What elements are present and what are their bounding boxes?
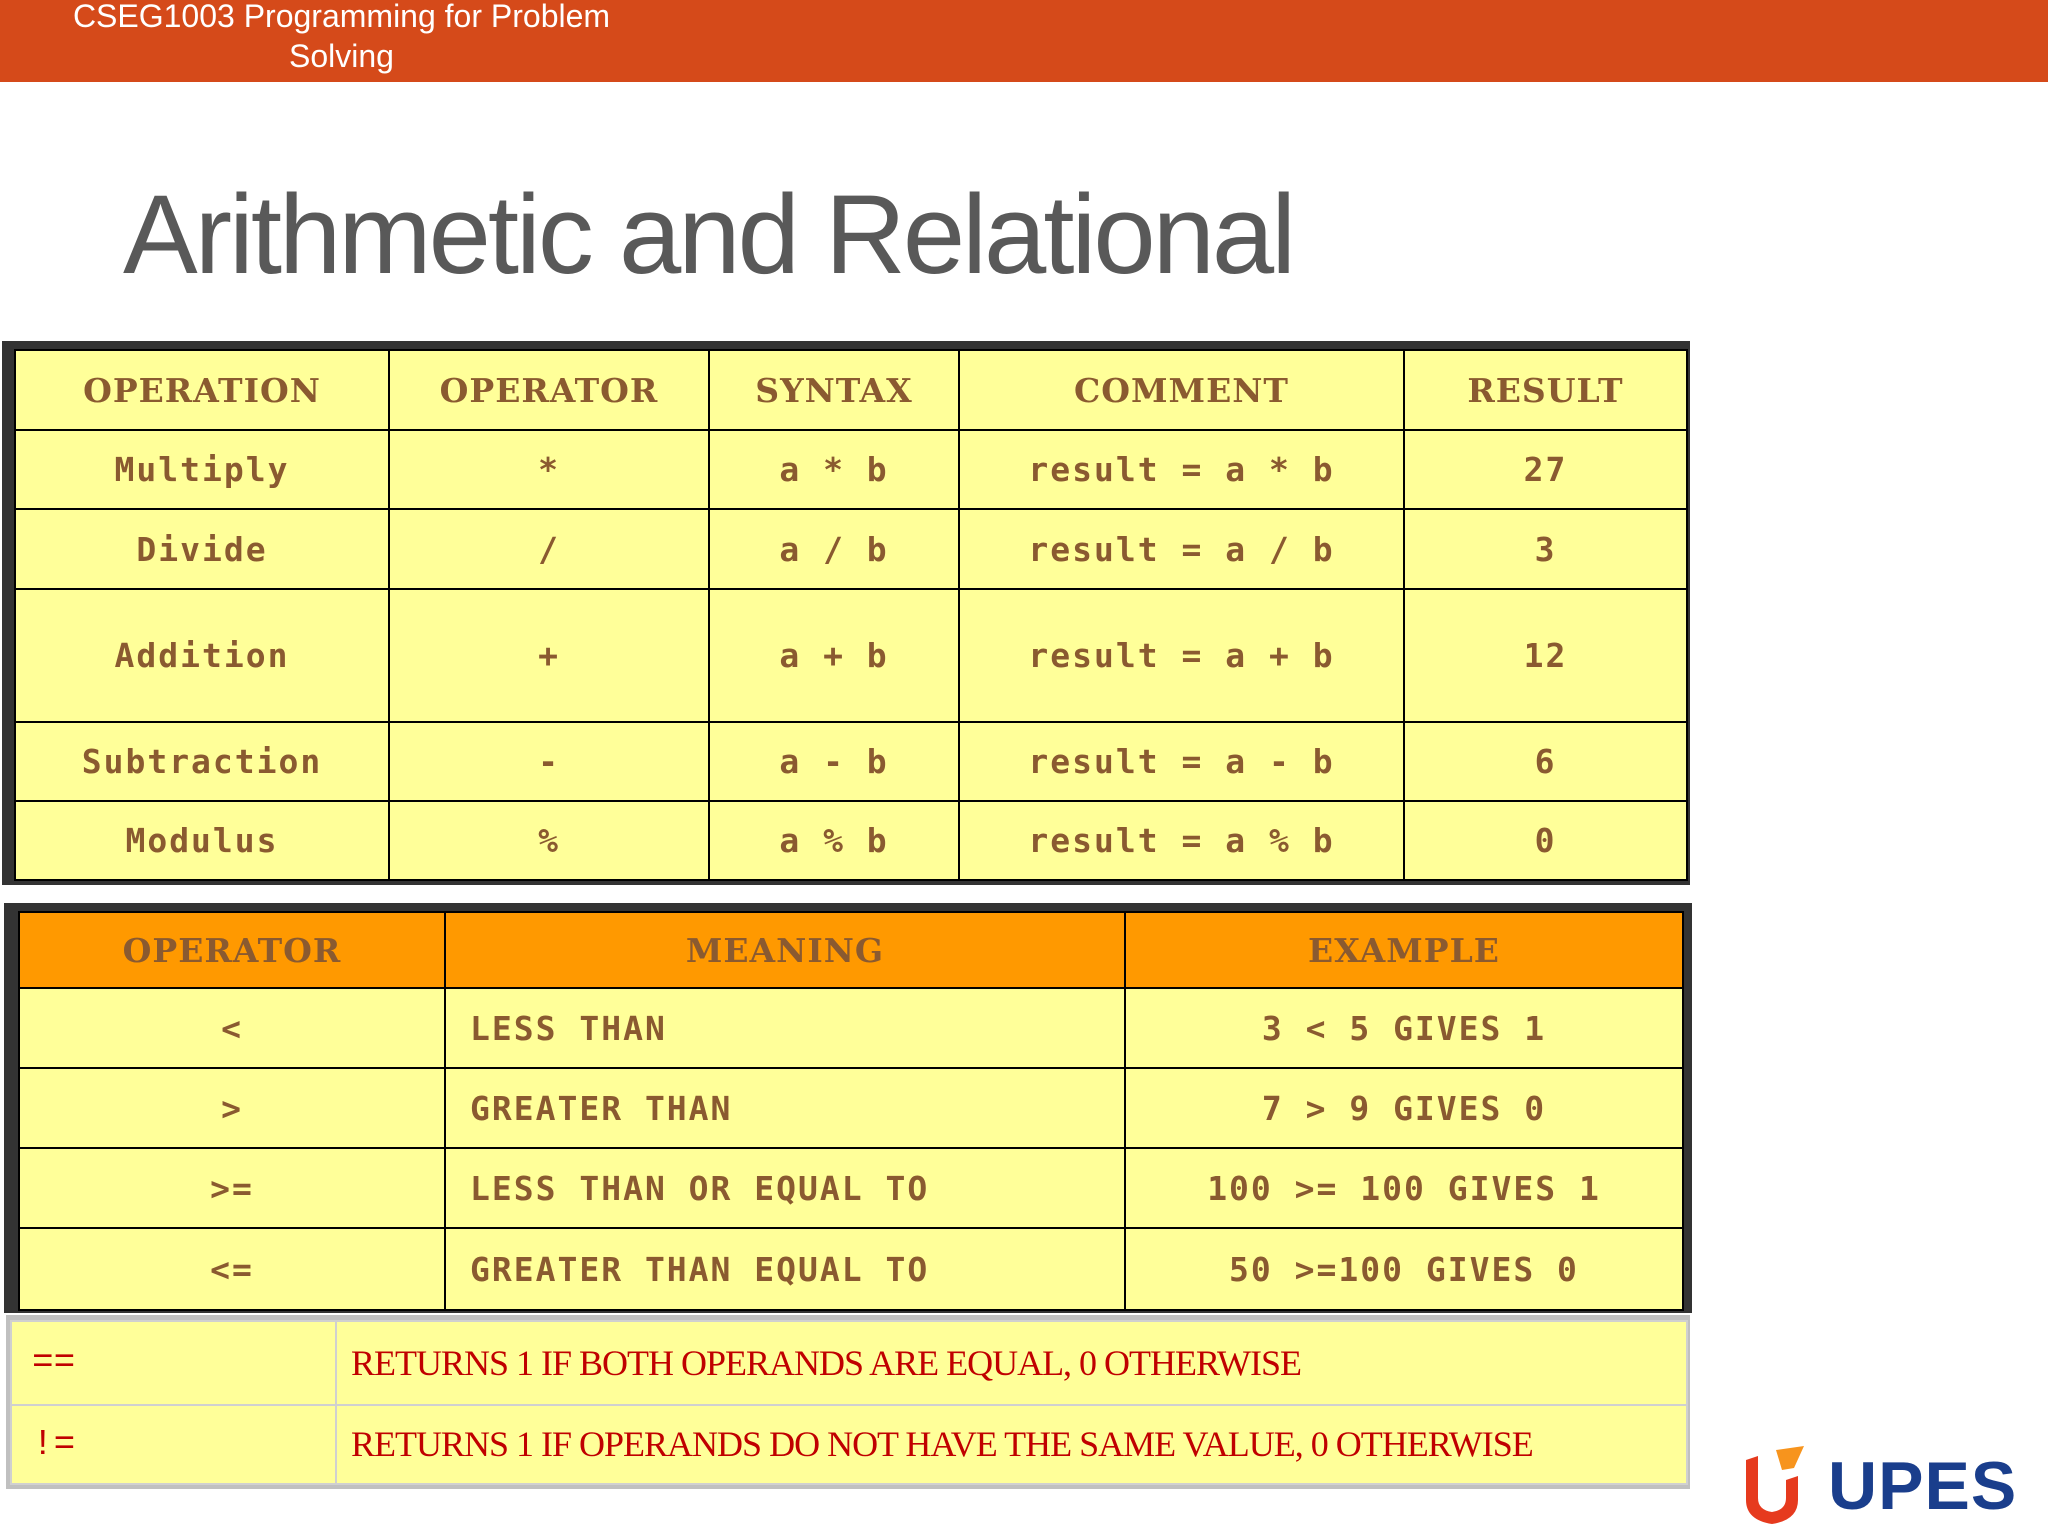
upes-logo-text: UPES — [1828, 1448, 2018, 1524]
cell-operation: Divide — [15, 509, 389, 589]
cell-syntax: a + b — [709, 589, 959, 722]
equality-operators-table — [10, 1320, 1688, 1485]
cell-meaning: GREATER THAN EQUAL TO — [445, 1228, 1125, 1310]
table-row — [15, 430, 1687, 509]
header-comment: COMMENT — [959, 350, 1404, 430]
arithmetic-operators-table — [14, 349, 1688, 881]
cell-description: RETURNS 1 IF OPERANDS DO NOT HAVE THE SAME VALUE, 0 OTHERWISE — [336, 1405, 1687, 1484]
cell-meaning: GREATER THAN — [445, 1068, 1125, 1148]
cell-result: 0 — [1404, 801, 1687, 880]
cell-operator: != — [11, 1405, 336, 1484]
cell-result: 3 — [1404, 509, 1687, 589]
cell-comment: result = a - b — [959, 722, 1404, 801]
header-meaning: MEANING — [445, 912, 1125, 988]
cell-operator: % — [389, 801, 709, 880]
cell-operation: Multiply — [15, 430, 389, 509]
cell-example: 3 < 5 GIVES 1 — [1125, 988, 1683, 1068]
cell-operator: == — [11, 1321, 336, 1405]
table-row — [19, 988, 1683, 1068]
slide-title: Arithmetic and Relational — [123, 172, 1294, 297]
table-row — [11, 1321, 1687, 1405]
cell-operator: <= — [19, 1228, 445, 1310]
cell-operator: + — [389, 589, 709, 722]
header-bar — [0, 0, 2048, 82]
cell-example: 100 >= 100 GIVES 1 — [1125, 1148, 1683, 1228]
header-result: RESULT — [1404, 350, 1687, 430]
cell-example: 7 > 9 GIVES 0 — [1125, 1068, 1683, 1148]
cell-operation: Subtraction — [15, 722, 389, 801]
relational-operators-table — [18, 911, 1684, 1311]
cell-comment: result = a % b — [959, 801, 1404, 880]
upes-logo — [1742, 1444, 2022, 1528]
table-row — [15, 722, 1687, 801]
arithmetic-table-frame — [2, 341, 1690, 885]
cell-operator: < — [19, 988, 445, 1068]
table-header-row — [15, 350, 1687, 430]
cell-result: 6 — [1404, 722, 1687, 801]
cell-operator: / — [389, 509, 709, 589]
table-row — [15, 509, 1687, 589]
cell-operator: - — [389, 722, 709, 801]
header-operator: OPERATOR — [389, 350, 709, 430]
cell-comment: result = a / b — [959, 509, 1404, 589]
cell-operation: Addition — [15, 589, 389, 722]
cell-operator: * — [389, 430, 709, 509]
cell-comment: result = a + b — [959, 589, 1404, 722]
table-row — [19, 1148, 1683, 1228]
equality-table-frame — [6, 1315, 1690, 1489]
table-row — [11, 1405, 1687, 1484]
relational-table-frame — [4, 903, 1692, 1313]
table-row — [19, 1068, 1683, 1148]
course-title: CSEG1003 Programming for Problem Solving — [72, 0, 611, 74]
cell-result: 12 — [1404, 589, 1687, 722]
header-operator: OPERATOR — [19, 912, 445, 988]
cell-operation: Modulus — [15, 801, 389, 880]
cell-syntax: a * b — [709, 430, 959, 509]
table-row — [15, 801, 1687, 880]
cell-syntax: a % b — [709, 801, 959, 880]
cell-syntax: a - b — [709, 722, 959, 801]
cell-operator: >= — [19, 1148, 445, 1228]
header-syntax: SYNTAX — [709, 350, 959, 430]
table-row — [19, 1228, 1683, 1310]
cell-result: 27 — [1404, 430, 1687, 509]
cell-meaning: LESS THAN OR EQUAL TO — [445, 1148, 1125, 1228]
table-row — [15, 589, 1687, 722]
cell-description: RETURNS 1 IF BOTH OPERANDS ARE EQUAL, 0 OTHERWISE — [336, 1321, 1687, 1405]
header-example: EXAMPLE — [1125, 912, 1683, 988]
upes-logo-mark-icon — [1742, 1446, 1808, 1526]
cell-syntax: a / b — [709, 509, 959, 589]
header-operation: OPERATION — [15, 350, 389, 430]
cell-meaning: LESS THAN — [445, 988, 1125, 1068]
table-header-row — [19, 912, 1683, 988]
cell-comment: result = a * b — [959, 430, 1404, 509]
cell-example: 50 >=100 GIVES 0 — [1125, 1228, 1683, 1310]
cell-operator: > — [19, 1068, 445, 1148]
